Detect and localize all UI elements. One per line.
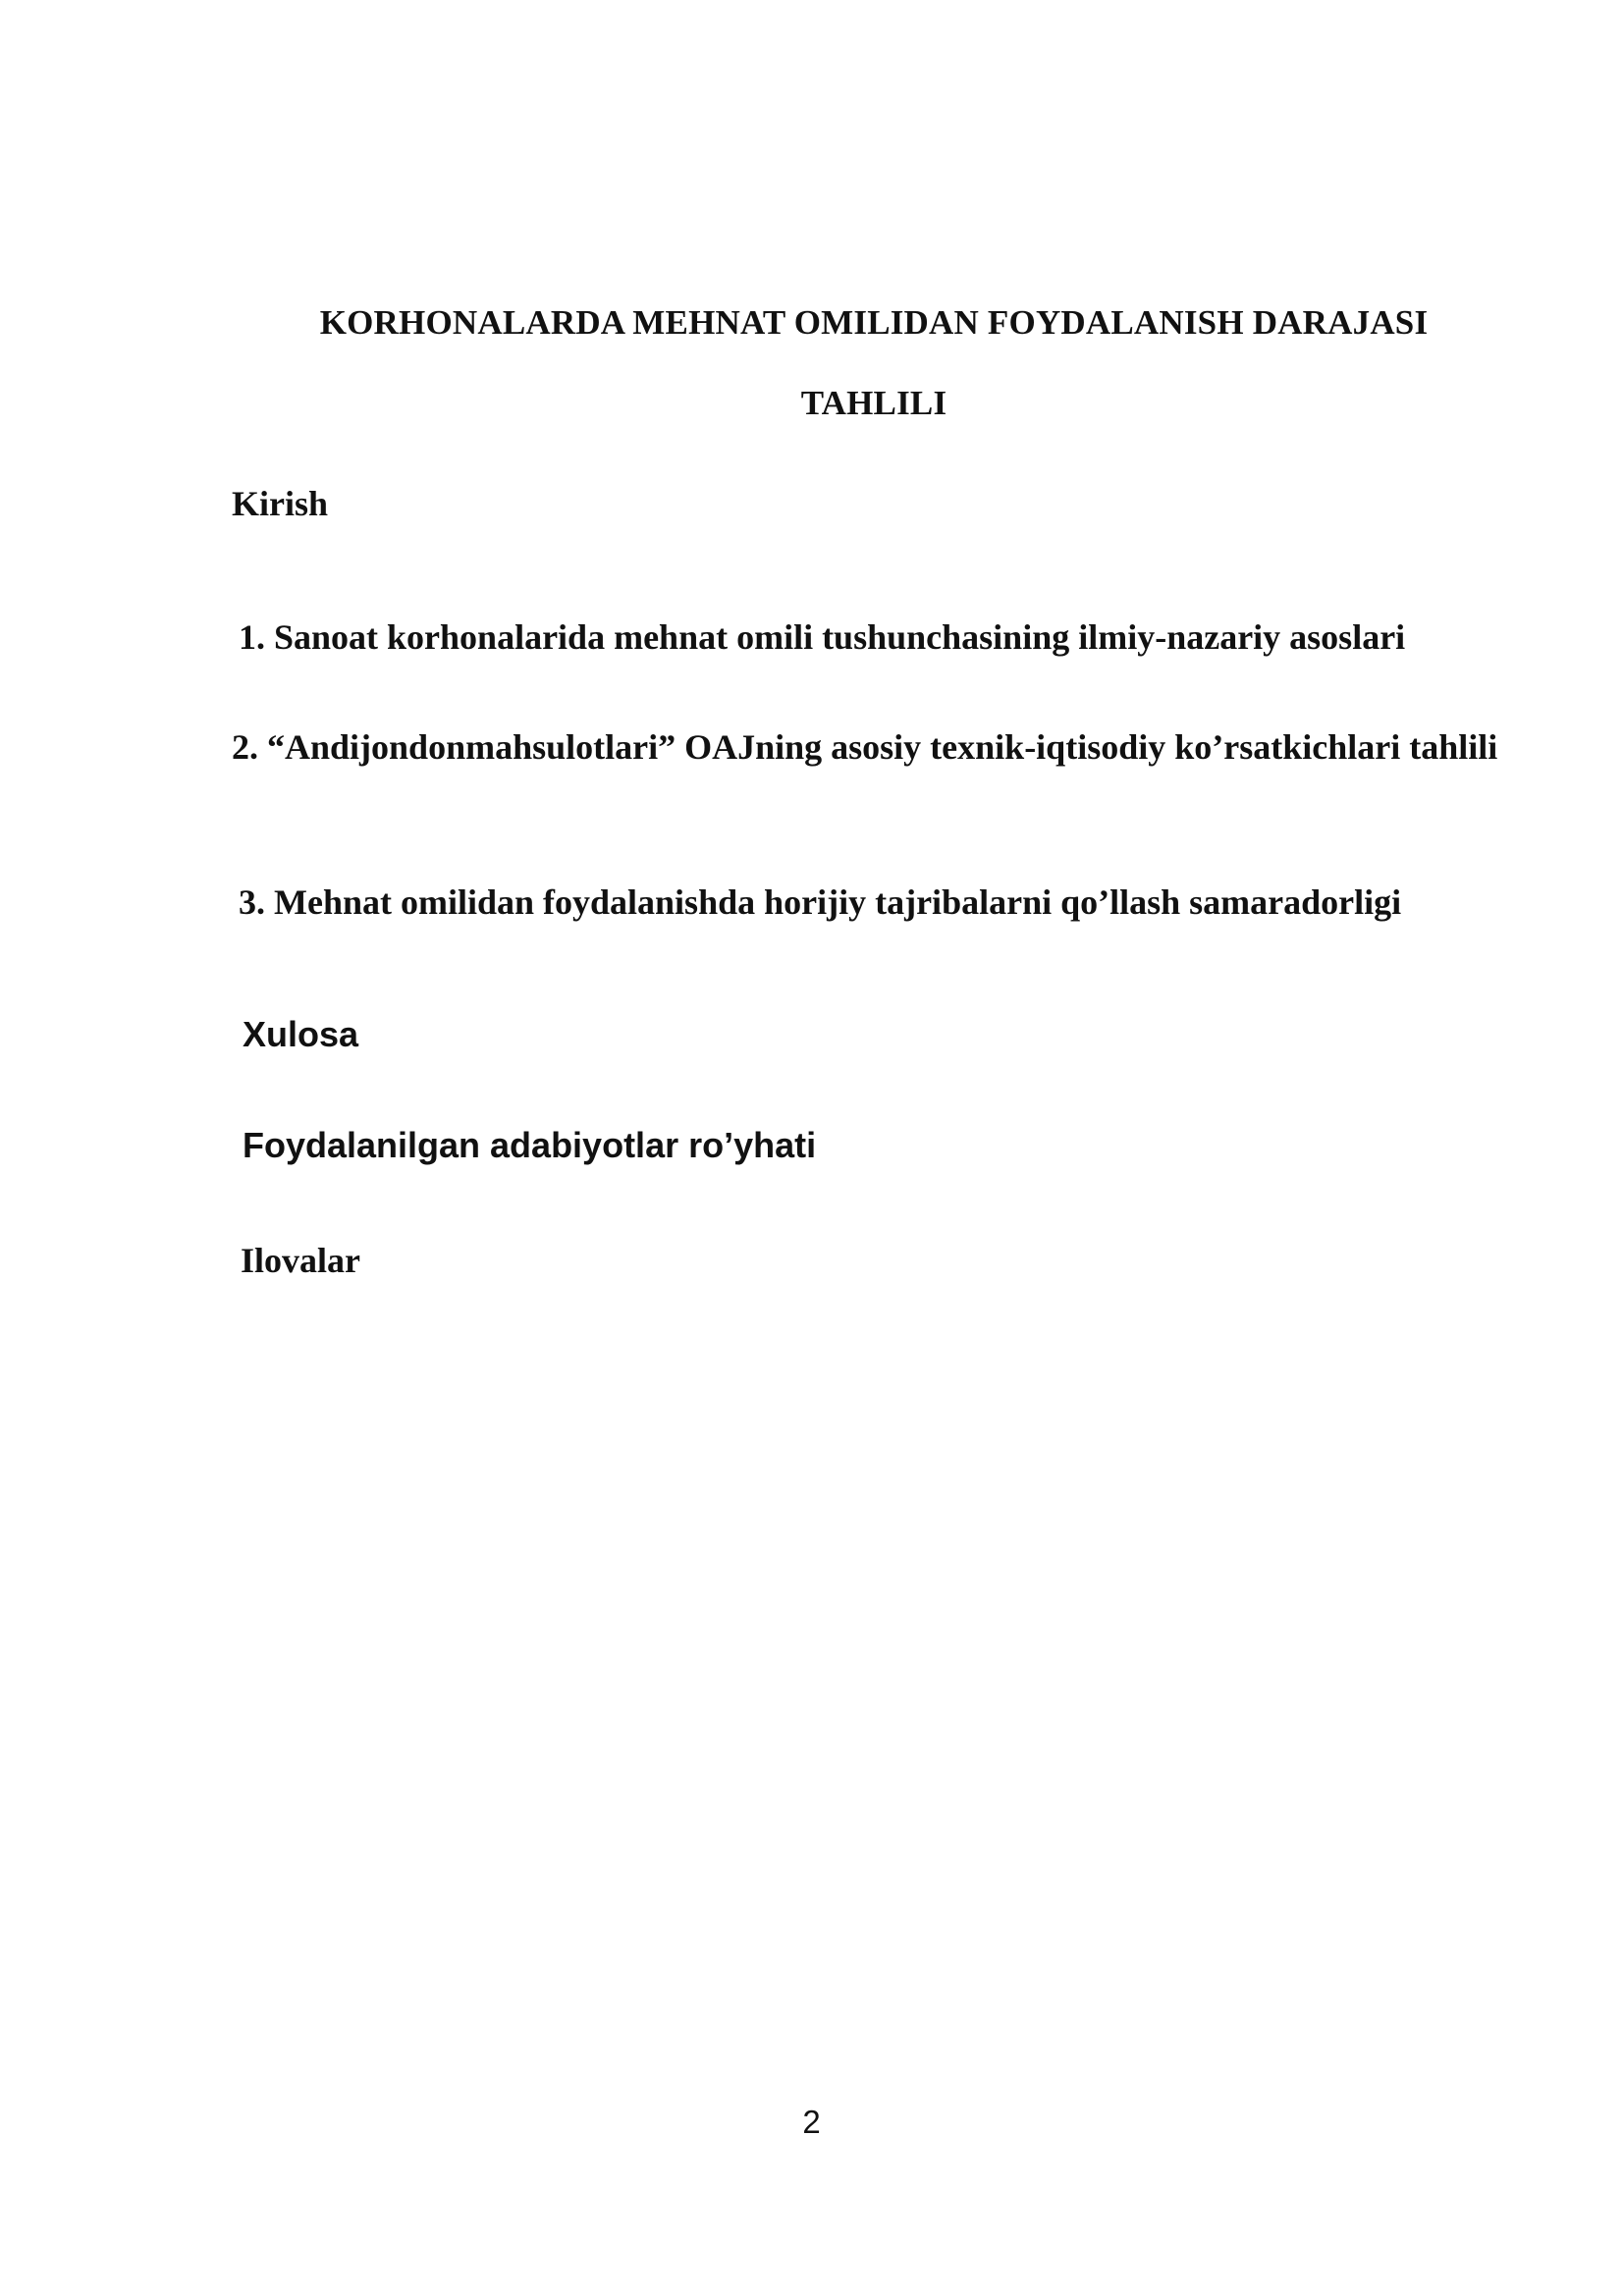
toc-chapter-1: 1. Sanoat korhonalarida mehnat omili tushunchasining ilmiy-nazariy asoslari: [239, 617, 1406, 657]
toc-appendices: Ilovalar: [241, 1241, 360, 1280]
document-title: [177, 283, 1571, 444]
toc-chapter-3: 3. Mehnat omilidan foydalanishda horijiy tajribalarni qo’llash samaradorligi: [239, 882, 1402, 922]
toc-references: Foydalanilgan adabiyotlar ro’yhati: [243, 1125, 817, 1165]
title-line-1: KORHONALARDA MEHNAT OMILIDAN FOYDALANISH DARAJASI: [319, 303, 1429, 342]
toc-chapter-2: [232, 724, 1547, 770]
title-line-2: TAHLILI: [800, 384, 947, 422]
toc-conclusion: Xulosa: [243, 1014, 359, 1054]
page-number: 2: [802, 2104, 821, 2140]
toc-chapter-2-text: 2. “Andijondonmahsulotlari” OAJning asosiy texnik-iqtisodiy ko’rsatkichlari tahlili: [232, 727, 1498, 767]
toc-intro: Kirish: [232, 484, 329, 523]
